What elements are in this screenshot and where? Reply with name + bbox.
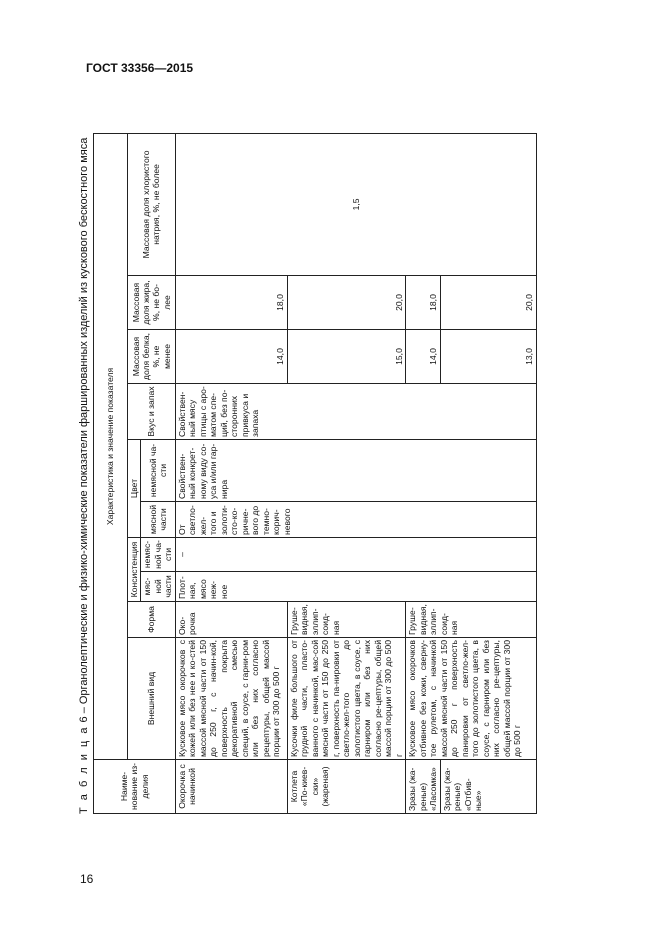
header-characteristics: Характеристика и значение показателя — [94, 133, 128, 759]
header-row-2 — [128, 133, 141, 813]
header-shape: Форма — [128, 602, 176, 638]
product-name-cell: Зразы (жа-реные) «Ласомка» — [406, 760, 440, 814]
header-taste: Вкус и запах — [128, 384, 176, 440]
protein-cell: 14,0 — [406, 330, 440, 384]
consistency-meat-cell: Плот-ная, мясо неж-ное — [175, 572, 536, 602]
table-caption-label: Т а б л и ц а — [78, 725, 90, 814]
header-color-meat: мясной части — [141, 502, 175, 538]
header-consistency: Консистенция — [128, 538, 141, 602]
fat-cell: 18,0 — [406, 276, 440, 330]
protein-cell: 14,0 — [175, 330, 287, 384]
product-name-cell: Окорочка с начинкой — [175, 760, 287, 814]
protein-cell: 13,0 — [440, 330, 536, 384]
header-product-name: Наиме-нование из-делия — [94, 760, 176, 814]
header-row-1 — [94, 133, 128, 813]
header-appearance: Внешний вид — [128, 638, 176, 760]
appearance-text-part-2: массой мясной части от 150 до 250 г поверхность панировки от светло-жел-того до золотистого цвета, в соусе, с гарниром или без них согласно ре-цептуры, общей массой порции от 300 до 500 г — [438, 640, 523, 757]
fat-cell: 20,0 — [440, 276, 536, 330]
appearance-cell: Кусочки филе большого от грудной части, пласто-ванного с начинкой, мас-сой мясной части от 150 до 250 г, поверхность па-нировки от светло-жел-того до золотистого цвета, в соусе, с гарниром или без них согласно ре-цептуры, общей массой порции от 300 до 500 г — [287, 638, 405, 760]
table-row — [175, 133, 287, 813]
table-rotated-container — [76, 134, 584, 814]
product-name-cell: Зразы (жа-реные) «Отбив-ные» — [440, 760, 536, 814]
shape-cell: Груше-видная, эллип-соид-ная — [406, 602, 536, 638]
header-color: Цвет — [128, 440, 141, 538]
header-consistency-nonmeat: немяс-ной ча-сти — [141, 538, 175, 572]
page-number: 16 — [80, 872, 94, 886]
header-salt: Массовая доля хлористого натрия, %, не более — [128, 133, 176, 275]
appearance-cell: Кусковое мясо окорочков с кожей или без нее и ко-стей массой мясной части от 150 до 250 г, с начин-кой, поверхность покрыта декоративной смесью специй, в соусе, с гарни-ром или без них согласно рецептуры, общей массой порции от 300 до 500 г — [175, 638, 287, 760]
header-color-nonmeat: немясной ча-сти — [141, 440, 175, 502]
document-code: ГОСТ 33356—2015 — [86, 61, 194, 75]
fat-cell: 20,0 — [287, 276, 405, 330]
header-protein: Массовая доля белка, %, не менее — [128, 330, 176, 384]
protein-cell: 15,0 — [287, 330, 405, 384]
table-caption-text: 6 – Органолептические и физико-химические показатели фаршированных изделий из кускового бескостного мяса — [78, 137, 90, 726]
taste-cell: Свойствен-ный мясу птицы с аро-матом спе-ций, без по-сторонних привкуса и запаха — [175, 384, 536, 440]
header-consistency-meat: мяс-ной части — [141, 572, 175, 602]
product-name-cell: Котлета «По-киев-ски» (жареная) — [287, 760, 405, 814]
shape-cell: Груше-видная, эллип-соид-ная — [287, 602, 405, 638]
appearance-cell — [406, 638, 536, 760]
table-caption — [76, 134, 93, 814]
consistency-nonmeat-cell: – — [175, 538, 536, 572]
salt-cell: 1,5 — [175, 133, 536, 275]
color-nonmeat-cell: Свойствен-ный конкрет-ному виду со-уса и/или гар-нира — [175, 440, 536, 502]
fat-cell: 18,0 — [175, 276, 287, 330]
appearance-text-part-1: Кусковое мясо окорочков отбивное без кожи, сверну-тое рулетом, с начинкой — [407, 640, 439, 757]
shape-cell: Око-рочка — [175, 602, 287, 638]
quality-indicators-table — [93, 133, 537, 814]
color-meat-cell: От светло-жел-того и золоти-сто-ко-ричне-вого до темно-корич-невого — [175, 502, 536, 538]
header-fat: Массовая доля жира, %, не бо-лее — [128, 276, 176, 330]
